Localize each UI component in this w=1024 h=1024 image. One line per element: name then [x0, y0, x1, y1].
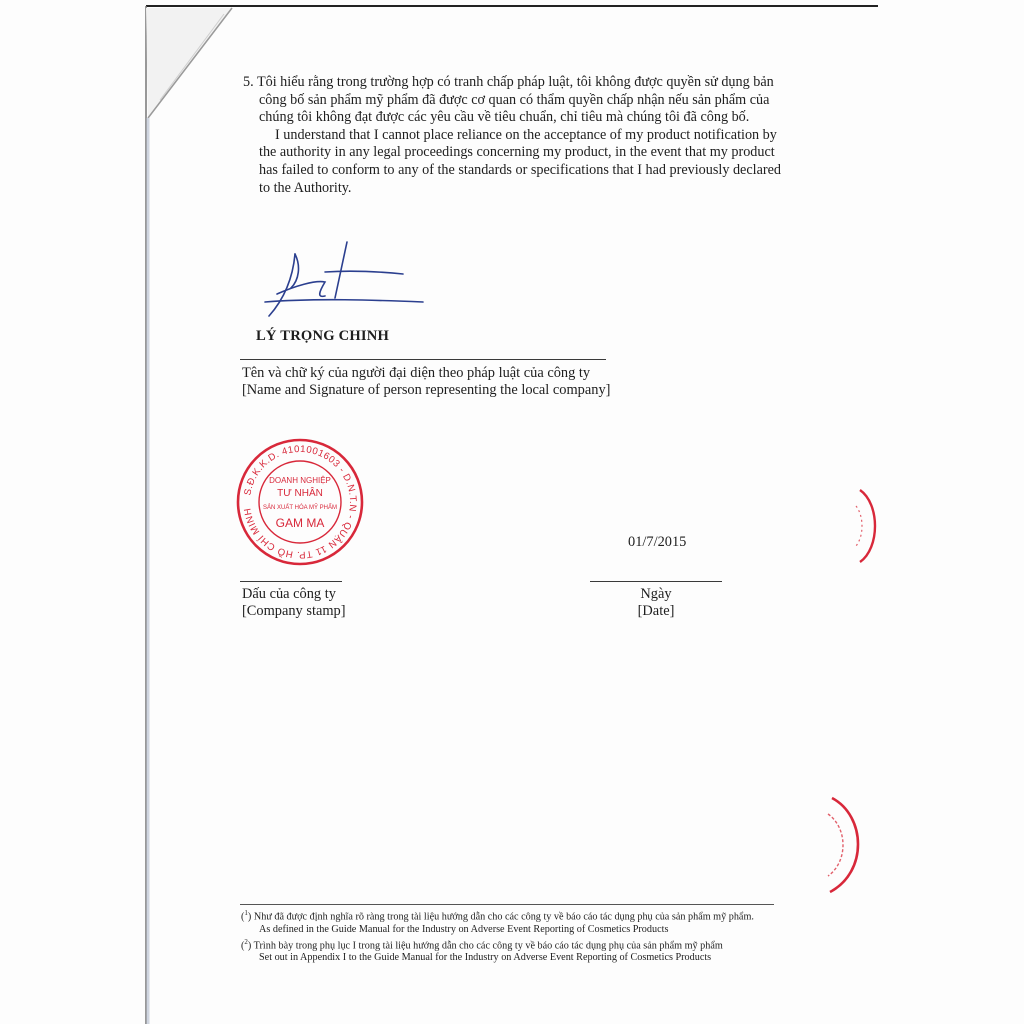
- footnote-2-vi: ($^2$) Trình bày trong phụ lục I trong tài liệu hướng dẫn cho các công ty về báo cáo tác dụng phụ của sản phẩm mỹ phẩm: [241, 937, 723, 952]
- signatory-caption-vi: Tên và chữ ký của người đại diện theo pháp luật của công ty: [242, 365, 591, 381]
- stamp-caption-en: [Company stamp]: [242, 603, 346, 619]
- stamp-ring-text: S.Đ.K.K.D. 4101001603 - D.N.T.N - QUẬN 11 TP. HỒ CHÍ MINH: [242, 443, 359, 561]
- stamp-line-1: DOANH NGHIỆP: [269, 476, 331, 485]
- company-stamp: [234, 436, 366, 568]
- declaration-vi-line-3: chúng tôi không đạt được các yêu cầu về tiêu chuẩn, chỉ tiêu mà chúng tôi đã công bố.: [259, 109, 750, 126]
- footnote-2-number: 2: [244, 937, 248, 946]
- stamp-line-2: TƯ NHÂN: [277, 488, 323, 499]
- declaration-en-line-1: I understand that I cannot place reliance on the acceptance of my product notification by: [275, 126, 777, 143]
- footnote-2-en: Set out in Appendix I to the Guide Manual for the Industry on Adverse Event Reporting of Cosmetics Products: [259, 952, 712, 964]
- declaration-vi-line-2: công bố sản phẩm mỹ phẩm đã được cơ quan có thẩm quyền chấp nhận nếu sản phẩm của: [259, 91, 770, 108]
- signature-underline: [240, 359, 606, 360]
- declaration-vi-line-1: Tôi hiểu rằng trong trường hợp có tranh chấp pháp luật, tôi không được quyền sử dụng bản: [256, 74, 774, 90]
- signatory-caption-en: [Name and Signature of person representing the local company]: [242, 382, 611, 398]
- footnotes: [241, 907, 801, 965]
- stamp-underline: [240, 581, 342, 582]
- date-value: 01/7/2015: [628, 534, 687, 550]
- partial-seal-lower-right: [818, 792, 868, 896]
- stamp-caption-vi: Dấu của công ty: [242, 586, 336, 602]
- footnote-1-en: As defined in the Guide Manual for the Industry on Adverse Event Reporting of Cosmetics Products: [259, 923, 669, 935]
- declaration-en-line-2: the authority in any legal proceedings concerning my product, in the event that my product: [259, 144, 775, 161]
- stamp-line-3: SẢN XUẤT HÓA MỸ PHẨM: [263, 505, 337, 511]
- date-caption-en: [Date]: [637, 603, 675, 619]
- signatory-name: LÝ TRỌNG CHINH: [256, 328, 390, 344]
- footnote-1-vi: ($^1$) Như đã được định nghĩa rõ ràng trong tài liệu hướng dẫn cho các công ty về báo cáo tác dụng phụ của sản phẩm mỹ phẩm.: [241, 909, 754, 923]
- stamp-line-4: GAM MA: [275, 516, 325, 530]
- footnote-1-number: 1: [244, 909, 248, 917]
- date-caption-vi: Ngày: [640, 586, 672, 602]
- item-number: 5.: [243, 74, 254, 90]
- declaration-en-line-3: has failed to conform to any of the standards or specifications that I had previously declared: [259, 161, 782, 178]
- partial-seal-upper-right: [850, 486, 884, 566]
- footnote-separator: [240, 904, 774, 905]
- declaration-en-line-4: to the Authority.: [259, 179, 352, 196]
- declaration-paragraph: [243, 74, 818, 197]
- date-underline: [590, 581, 722, 582]
- handwritten-signature: [255, 236, 435, 326]
